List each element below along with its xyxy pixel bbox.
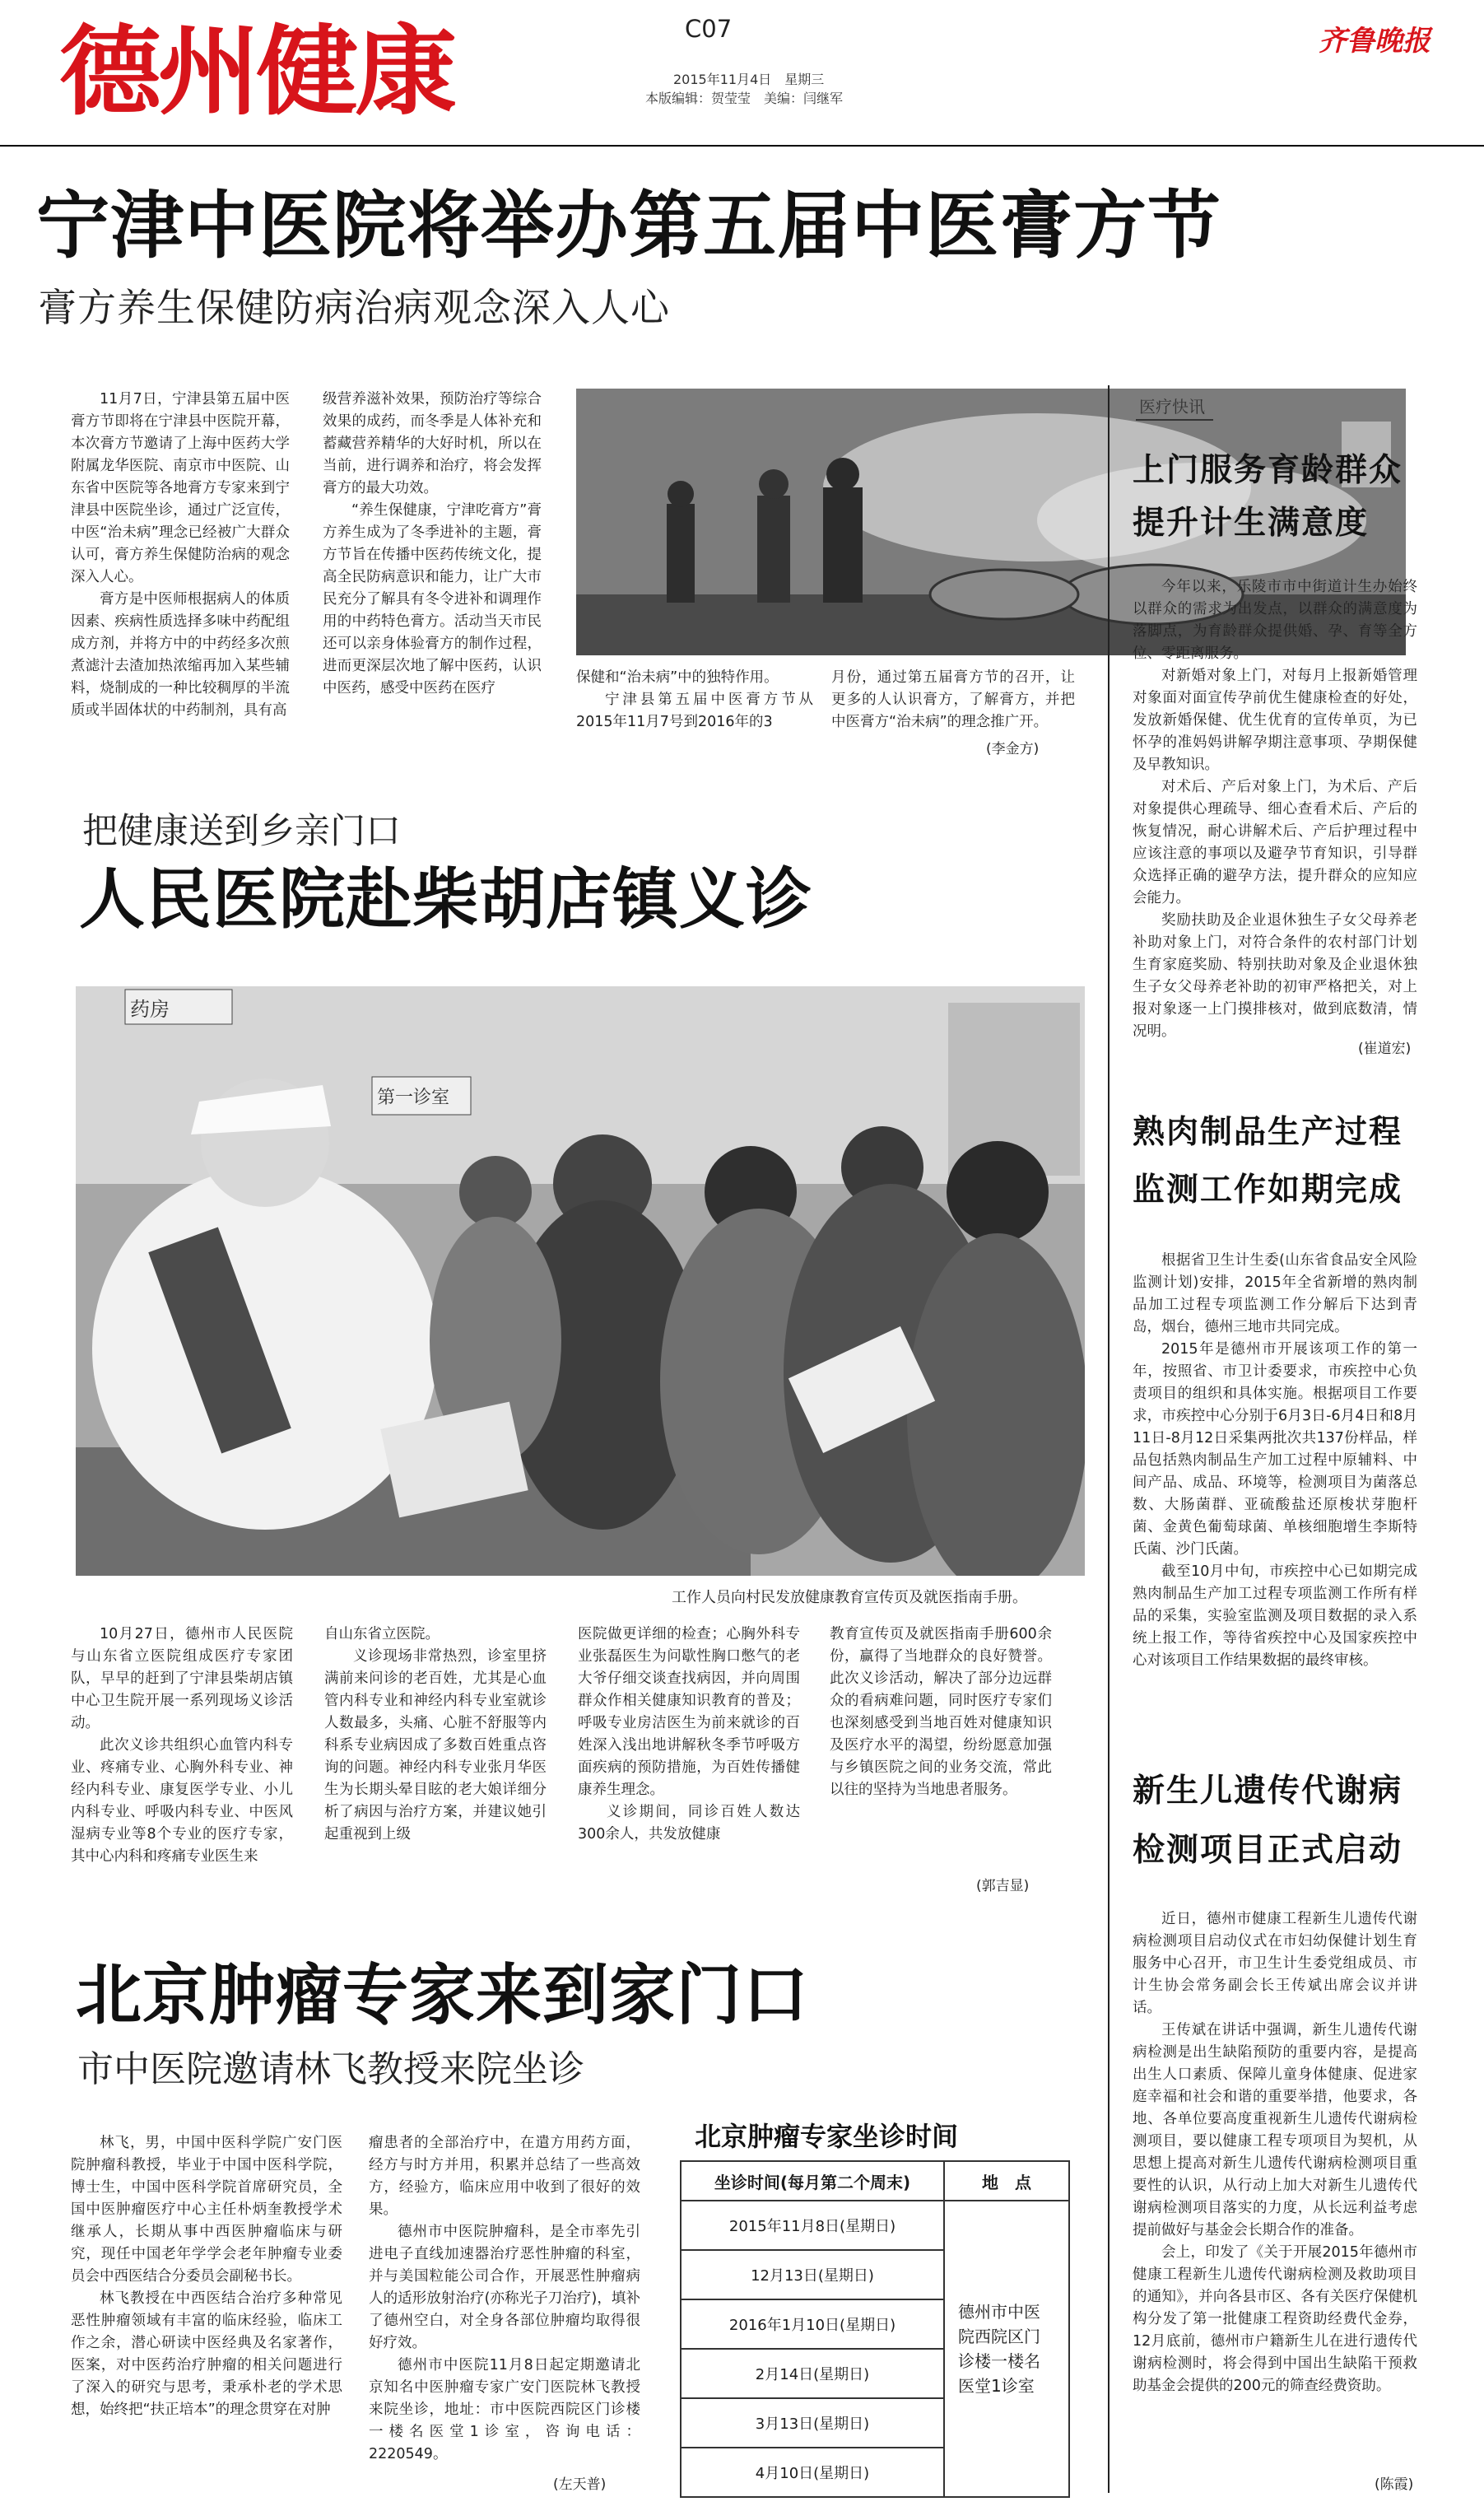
paragraph: 自山东省立医院。 (324, 1626, 440, 1642)
news3-byline: (陈霞) (1375, 2472, 1413, 2493)
paragraph: 王传斌在讲话中强调，新生儿遗传代谢病检测是出生缺陷预防的重要内容，是提高出生人口素质、保障儿童身体健康、促进家庭幸福和社会和谐的重要举措，他要求，各地、各单位要高度重视新生儿遗传代谢病检测项目，要以健康工程专项项目为契机，从思想上提高对新生儿遗传代谢病检测项目重要性的认识，从行动上加大对新生儿遗传代谢病检测项目落实的力度，从长远利益考虑提前做好与基金会长期合作的准备。 (1133, 2022, 1417, 2238)
paragraph: 保健和“治未病”中的独特作用。 (576, 669, 779, 686)
schedule-date: 4月10日(星期日) (681, 2448, 944, 2497)
paragraph: 义诊现场非常热烈，诊室里挤满前来问诊的老百姓，尤其是心血管内科专业和神经内科专业室就诊人数最多，头痛、心脏不舒服等内科系专业病因成了多数百姓重点咨询的问题。神经内科专业张月华医生为长期头晕目眩的老大娘详细分析了病因与治疗方案，并建议她引起重视到上级 (324, 1648, 547, 1842)
masthead-title: 德州健康 (59, 15, 454, 128)
paragraph: 截至10月中旬，市疾控中心已如期完成熟肉制品生产加工过程专项监测工作所有样品的采集，实验室监测及项目数据的录入系统上报工作，等待省疾控中心及国家疾控中心对该项目工作结果数据的最终审核。 (1133, 1563, 1417, 1669)
paragraph: 根据省卫生计生委(山东省食品安全风险监测计划)安排，2015年全省新增的熟肉制品加工过程专项监测工作分解后下达到青岛，烟台，德州三地市共同完成。 (1133, 1252, 1417, 1335)
article1-col2 (323, 389, 542, 767)
paper-logo: 齐鲁晚报 (1319, 25, 1431, 58)
schedule-date: 2016年1月10日(星期日) (681, 2299, 944, 2349)
paragraph: 11月7日，宁津县第五届中医膏方节即将在宁津县中医院开幕，本次膏方节邀请了上海中医药大学附属龙华医院、南京市中医院、山东省中医院等各地膏方专家来到宁津县中医院坐诊，通过广泛宣传，中医“治未病”理念已经被广大群众认可，膏方养生保健防治病的观念深入人心。 (71, 391, 290, 585)
schedule-date: 2月14日(星期日) (681, 2349, 944, 2398)
article3-title: 北京肿瘤专家来到家门口 (76, 1957, 809, 2033)
clinic-crowd-illustration (76, 986, 1085, 1576)
paragraph: 近日，德州市健康工程新生儿遗传代谢病检测项目启动仪式在市妇幼保健计划生育服务中心召开，市卫生计生委党组成员、市计生协会常务副会长王传斌出席会议并讲话。 (1133, 1911, 1417, 2016)
table-header-place: 地 点 (944, 2161, 1069, 2201)
news3-body (1133, 1908, 1417, 2495)
article2-col1 (71, 1624, 293, 1894)
paragraph: 会上，印发了《关于开展2015年德州市健康工程新生儿遗传代谢病检测及救助项目的通知》，并向各县市区、各有关医疗保健机构分发了第一批健康工程资助经费代金券，12月底前，德州市户籍新生儿在进行遗传代谢病检测时，将会得到中国出生缺陷干预救助基金会提供的200元的筛查经费资助。 (1133, 2244, 1417, 2394)
schedule-date: 12月13日(星期日) (681, 2250, 944, 2299)
clinic-room-sign: 第一诊室 (377, 1088, 450, 1108)
schedule-table (680, 2160, 1070, 2498)
article2-kicker: 把健康送到乡亲门口 (82, 811, 401, 852)
schedule-date: 2015年11月8日(星期日) (681, 2201, 944, 2250)
table-header-time: 坐诊时间(每月第二个周末) (681, 2161, 944, 2201)
editor-line: 本版编辑：贺莹莹 美编：闫继军 (645, 91, 844, 106)
schedule-place: 德州市中医院西院区门诊楼一楼名医堂1诊室 (944, 2201, 1069, 2497)
paragraph: 林飞教授在中西医结合治疗多种常见恶性肿瘤领域有丰富的临床经验，临床工作之余，潜心研读中医经典及名家著作，医案，对中医药治疗肿瘤的相关问题进行了深入的研究与思考，秉承朴老的学术思想，始终把“扶正培本”的理念贯穿在对肿 (71, 2290, 342, 2418)
paragraph: 瘤患者的全部治疗中，在遣方用药方面，经方与时方并用，积累并总结了一些高效方，经验方，临床应用中收到了很好的效果。 (369, 2135, 640, 2218)
news3-title-line2: 检测项目正式启动 (1133, 1832, 1403, 1869)
paragraph: 林飞，男，中国中医科学院广安门医院肿瘤科教授，毕业于中国中医科学院，博士生，中国中医科学院首席研究员，全国中医肿瘤医疗中心主任朴炳奎教授学术继承人，长期从事中西医肿瘤临床与研究，现任中国老年学学会老年肿瘤专业委员会中西医结合分委员会副秘书长。 (71, 2135, 342, 2285)
article3-col2 (369, 2132, 640, 2495)
paragraph: 教育宣传页及就医指南手册600余份，赢得了当地群众的良好赞誉。此次义诊活动，解决了部分边远群众的看病难问题，同时医疗专家们也深刻感受到当地百姓对健康知识及医疗水平的渴望，纷纷愿意加强与乡镇医院之间的业务交流，常此以往的坚持为当地患者服务。 (830, 1626, 1052, 1798)
article1-subtitle: 膏方养生保健防病治病观念深入人心 (38, 286, 670, 331)
news2-title-line2: 监测工作如期完成 (1133, 1172, 1403, 1209)
masthead-rule (0, 145, 1484, 147)
sidebar-label: 医疗快讯 (1136, 394, 1213, 421)
news1-byline: (崔道宏) (1358, 1041, 1412, 1057)
article1-byline: (李金方) (986, 741, 1040, 757)
article3-byline: (左天普) (553, 2476, 607, 2493)
article3-subtitle: 市中医院邀请林飞教授来院坐诊 (77, 2048, 584, 2090)
paragraph: 级营养滋补效果，预防治疗等综合效果的成药，而冬季是人体补充和蓄藏营养精华的大好时机，所以在当前，进行调养和治疗，将会发挥膏方的最大功效。 (323, 391, 542, 496)
table-header-row (681, 2161, 1069, 2201)
paragraph: 宁津县第五届中医膏方节从2015年11月7号到2016年的3 (576, 692, 813, 730)
paragraph: “养生保健康，宁津吃膏方”膏方养生成为了冬季进补的主题，膏方节旨在传播中医药传统文化，提高全民防病意识和能力，让广大市民充分了解具有冬令进补和调理作用的中药特色膏方。活动当天市民还可以亲身体验膏方的制作过程，进而更深层次地了解中医药，认识中医药，感受中医药在医疗 (323, 502, 542, 696)
article2-title: 人民医院赴柴胡店镇义诊 (79, 861, 812, 938)
paragraph: 医院做更详细的检查；心胸外科专业张磊医生为问歇性胸口憋气的老大爷仔细交谈查找病因，并向周围群众作相关健康知识教育的普及；呼吸专业房洁医生为前来就诊的百姓深入浅出地讲解秋冬季节呼吸方面疾病的预防措施，为百姓传播健康养生理念。 (578, 1626, 800, 1798)
paragraph: 德州市中医院11月8日起定期邀请北京知名中医肿瘤专家广安门医院林飞教授来院坐诊，地址：市中医院西院区门诊楼一楼名医堂1诊室，咨询电话：2220549。 (369, 2357, 640, 2462)
article2-col3 (578, 1624, 800, 1894)
news1-body (1133, 576, 1417, 1062)
paragraph: 2015年是德州市开展该项工作的第一年，按照省、市卫计委要求，市疾控中心负责项目的组织和具体实施。根据项目工作要求，市疾控中心分别于6月3日-6月4日和8月11日-8月12日采集两批次共137份样品，样品包括熟肉制品生产加工过程中原辅料、中间产品、成品、环境等，检测项目为菌落总数、大肠菌群、亚硫酸盐还原梭状芽胞杆菌、金黄色葡萄球菌、单核细胞增生李斯特氏菌、沙门氏菌。 (1133, 1341, 1417, 1558)
news3-title-line1: 新生儿遗传代谢病 (1133, 1773, 1403, 1810)
paragraph: 义诊期间，同诊百姓人数达300余人，共发放健康 (578, 1804, 800, 1842)
news1-title-line1: 上门服务育龄群众 (1133, 452, 1403, 489)
page-number: C07 (685, 15, 733, 43)
sidebar-divider (1108, 385, 1110, 2493)
article2-col4 (830, 1624, 1052, 1870)
article1-col1 (71, 389, 290, 767)
paragraph: 奖励扶助及企业退休独生子女父母养老补助对象上门，对符合条件的农村部门计划生育家庭奖励、特别扶助对象及企业退休独生子女父母养老补助的初审严格把关，对上报对象逐一上门摸排核对，做到底数清，情况明。 (1133, 912, 1417, 1040)
news2-body (1133, 1250, 1417, 1735)
paragraph: 此次义诊共组织心血管内科专业、疼痛专业、心胸外科专业、神经内科专业、康复医学专业、小儿内科专业、呼吸内科专业、中医风湿病专业等8个专业的医疗专家，其中心内科和疼痛专业医生来 (71, 1737, 293, 1865)
paragraph: 对新婚对象上门，对每月上报新婚管理对象面对面宣传孕前优生健康检查的好处，发放新婚保健、优生优育的宣传单页，为已怀孕的准妈妈讲解孕期注意事项、孕期保健及早教知识。 (1133, 668, 1417, 773)
article3-col1 (71, 2132, 342, 2495)
paragraph: 膏方是中医师根据病人的体质因素、疾病性质选择多味中药配组成方剂，并将方中的中药经多次煎煮滤汁去渣加热浓缩再加入某些辅料，烧制成的一种比较稠厚的半流质或半固体状的中药制剂，具有高 (71, 591, 290, 719)
article2-byline: (郭吉显) (976, 1878, 1030, 1894)
paragraph: 10月27日，德州市人民医院与山东省立医院组成医疗专家团队，早早的赶到了宁津县柴胡店镇中心卫生院开展一系列现场义诊活动。 (71, 1626, 293, 1731)
article1-col3 (576, 667, 813, 766)
paragraph: 月份，通过第五届膏方节的召开，让更多的人认识膏方，了解膏方，并把中医膏方“治未病”的理念推广开。 (831, 669, 1075, 730)
pharmacy-sign: 药房 (130, 998, 170, 1021)
article2-col2 (324, 1624, 547, 1894)
paragraph: 今年以来，乐陵市市中街道计生办始终以群众的需求为出发点，以群众的满意度为落脚点，为育龄群众提供婚、孕、育等全方位、零距离服务。 (1133, 579, 1417, 662)
paragraph: 德州市中医院肿瘤科，是全市率先引进电子直线加速器治疗恶性肿瘤的科室，并与美国粒能公司合作，开展恶性肿瘤病人的适形放射治疗(亦称光子刀治疗)，填补了德州空白，对全身各部位肿瘤均取得很好疗效。 (369, 2224, 640, 2351)
table-row (681, 2201, 1069, 2250)
paragraph: 对术后、产后对象上门，为术后、产后对象提供心理疏导、细心查看术后、产后的恢复情况，耐心讲解术后、产后护理过程中应该注意的事项以及避孕节育知识，引导群众选择正确的避孕方法，提升群众的应知应会能力。 (1133, 779, 1417, 906)
schedule-date: 3月13日(星期日) (681, 2398, 944, 2448)
article1-title: 宁津中医院将举办第五届中医膏方节 (36, 183, 1221, 268)
news2-title-line1: 熟肉制品生产过程 (1133, 1114, 1403, 1151)
article2-photo (76, 986, 1085, 1576)
date-line: 2015年11月4日 星期三 (673, 72, 825, 87)
news1-title-line2: 提升计生满意度 (1133, 505, 1370, 542)
schedule-title: 北京肿瘤专家坐诊时间 (695, 2121, 959, 2152)
article2-photo-caption: 工作人员向村民发放健康教育宣传页及就医指南手册。 (672, 1589, 1027, 1606)
